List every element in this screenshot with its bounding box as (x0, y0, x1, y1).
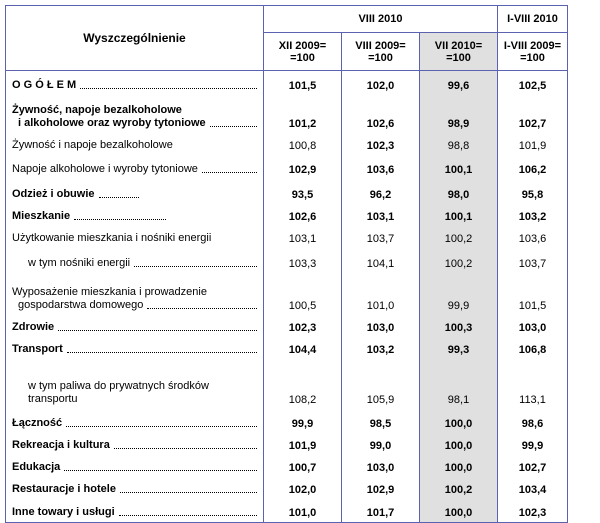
cell-value: 103,7 (342, 226, 420, 248)
cell-value: 100,0 (420, 455, 498, 477)
cell-value: 100,3 (420, 315, 498, 337)
cell-value: 95,8 (498, 179, 568, 204)
cell-value: 103,6 (498, 226, 568, 248)
row-label-line2: transportu (28, 392, 78, 405)
table-row (6, 337, 568, 359)
cell-value: 113,1 (498, 359, 568, 409)
cell-value: 101,5 (264, 71, 342, 95)
price-index-table (5, 5, 568, 523)
row-label: Zdrowie (12, 320, 55, 333)
cell-value: 103,6 (342, 155, 420, 179)
cell-value: 102,7 (498, 455, 568, 477)
row-label-line1: w tym paliwa do prywatnych środków (28, 379, 209, 392)
cell-value: 103,3 (264, 248, 342, 273)
cell-value: 99,9 (420, 273, 498, 315)
cell-value: 103,4 (498, 477, 568, 499)
cell-value: 106,2 (498, 155, 568, 179)
table-row (6, 133, 568, 155)
cell-value: 93,5 (264, 179, 342, 204)
cell-value: 102,5 (498, 71, 568, 95)
cell-value: 102,9 (342, 477, 420, 499)
cell-value: 100,5 (264, 273, 342, 315)
subheader-xii-2009: XII 2009= =100 (264, 33, 342, 71)
table-row (6, 155, 568, 179)
subheader-vii-2010: VII 2010= =100 (420, 33, 498, 71)
row-label-line2: i alkoholowe oraz wyroby tytoniowe (18, 116, 206, 129)
table-row (6, 273, 568, 315)
table-row (6, 433, 568, 455)
cell-value: 102,0 (264, 477, 342, 499)
cell-value: 100,0 (420, 433, 498, 455)
cell-value: 99,9 (498, 433, 568, 455)
row-label: Transport (12, 342, 63, 355)
cell-value: 100,1 (420, 204, 498, 226)
cell-value: 100,0 (420, 499, 498, 523)
table-row (6, 315, 568, 337)
cell-value: 99,9 (264, 409, 342, 433)
table-row (6, 359, 568, 409)
cell-value: 101,0 (342, 273, 420, 315)
cell-value: 101,9 (498, 133, 568, 155)
cell-value: 100,7 (264, 455, 342, 477)
cell-value: 96,2 (342, 179, 420, 204)
cell-value: 98,5 (342, 409, 420, 433)
table-row (6, 71, 568, 95)
cell-value: 103,1 (264, 226, 342, 248)
row-label: Inne towary i usługi (12, 506, 115, 518)
cell-value: 103,0 (498, 315, 568, 337)
table-row (6, 248, 568, 273)
cell-value: 108,2 (264, 359, 342, 409)
row-label: Żywność i napoje bezalkoholowe (12, 138, 173, 151)
table-row (6, 409, 568, 433)
cell-value: 102,3 (498, 499, 568, 523)
cell-value: 103,2 (342, 337, 420, 359)
row-label-line2: gospodarstwa domowego (18, 298, 144, 311)
cell-value: 104,4 (264, 337, 342, 359)
column-header-label: Wyszczególnienie (6, 6, 264, 71)
cell-value: 99,6 (420, 71, 498, 95)
cell-value: 103,0 (342, 455, 420, 477)
row-label: Restauracje i hotele (12, 482, 116, 495)
row-label: Odzież i obuwie (12, 187, 95, 200)
cell-value: 98,9 (420, 95, 498, 133)
cell-value: 101,5 (498, 273, 568, 315)
cell-value: 100,1 (420, 155, 498, 179)
cell-value: 100,2 (420, 477, 498, 499)
cell-value: 106,8 (498, 337, 568, 359)
row-label: Napoje alkoholowe i wyroby tytoniowe (12, 162, 198, 175)
column-group-viii-2010: VIII 2010 (264, 6, 498, 33)
cell-value: 105,9 (342, 359, 420, 409)
cell-value: 99,3 (420, 337, 498, 359)
table-row (6, 455, 568, 477)
cell-value: 100,2 (420, 226, 498, 248)
cell-value: 100,8 (264, 133, 342, 155)
cell-value: 103,7 (498, 248, 568, 273)
cell-value: 101,7 (342, 499, 420, 523)
cell-value: 101,9 (264, 433, 342, 455)
row-label-line1: Żywność, napoje bezalkoholowe (12, 103, 182, 116)
table-row (6, 95, 568, 133)
cell-value: 102,6 (342, 95, 420, 133)
cell-value: 102,3 (342, 133, 420, 155)
table-row (6, 204, 568, 226)
row-label: Łączność (12, 416, 63, 429)
cell-value: 101,0 (264, 499, 342, 523)
cell-value: 102,9 (264, 155, 342, 179)
cell-value: 103,1 (342, 204, 420, 226)
cell-value: 102,6 (264, 204, 342, 226)
cell-value: 102,0 (342, 71, 420, 95)
cell-value: 100,2 (420, 248, 498, 273)
column-group-i-viii-2010: I-VIII 2010 (498, 6, 568, 33)
subheader-viii-2009: VIII 2009= =100 (342, 33, 420, 71)
row-label: w tym nośniki energii (28, 256, 131, 269)
row-label: Mieszkanie (12, 209, 71, 222)
cell-value: 98,6 (498, 409, 568, 433)
cell-value: 98,8 (420, 133, 498, 155)
cell-value: 98,0 (420, 179, 498, 204)
cell-value: 98,1 (420, 359, 498, 409)
table-row (6, 179, 568, 204)
cell-value: 99,0 (342, 433, 420, 455)
row-label: Rekreacja i kultura (12, 438, 110, 451)
table-row (6, 499, 568, 523)
row-label-line1: Wyposażenie mieszkania i prowadzenie (12, 285, 207, 298)
cell-value: 100,0 (420, 409, 498, 433)
cell-value: 103,2 (498, 204, 568, 226)
table-row (6, 226, 568, 248)
cell-value: 102,7 (498, 95, 568, 133)
table-row (6, 477, 568, 499)
cell-value: 102,3 (264, 315, 342, 337)
subheader-i-viii-2009: I-VIII 2009= =100 (498, 33, 568, 71)
cell-value: 103,0 (342, 315, 420, 337)
row-label: Użytkowanie mieszkania i nośniki energii (12, 231, 212, 244)
row-label: Edukacja (12, 460, 61, 473)
cell-value: 104,1 (342, 248, 420, 273)
cell-value: 101,2 (264, 95, 342, 133)
row-label: O G Ó Ł E M (12, 78, 77, 91)
